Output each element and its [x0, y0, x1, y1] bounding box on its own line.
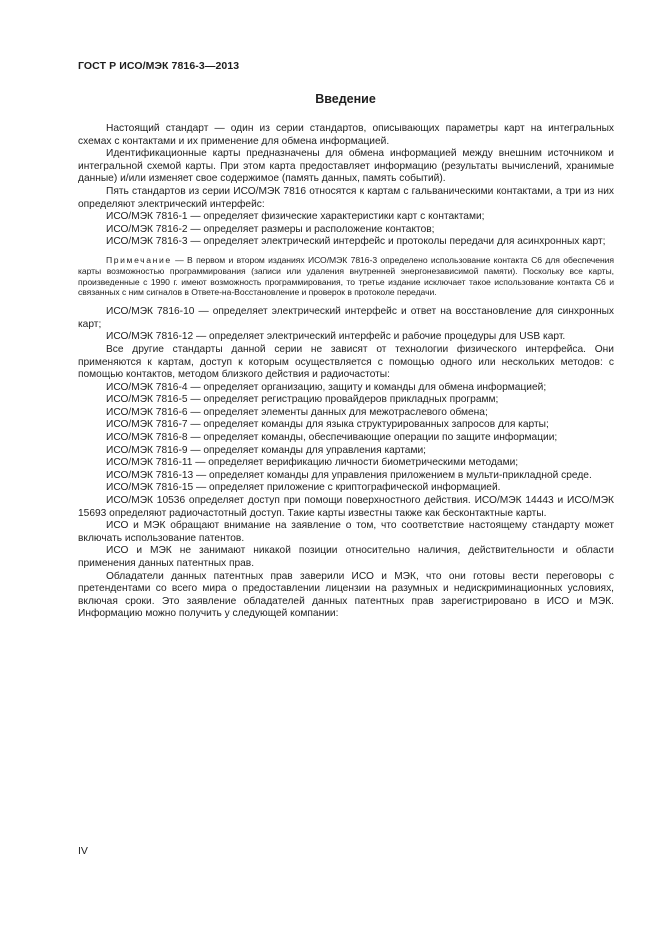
note	[78, 255, 614, 298]
paragraph: Настоящий стандарт — один из серии стандартов, описывающих параметры карт на интегральных схемах с контактами и их применение для обмена информацией.	[78, 123, 614, 147]
list-item: ИСО/МЭК 7816-3 — определяет электрический интерфейс и протоколы передачи для асинхронных карт;	[106, 236, 606, 248]
list-item: ИСО/МЭК 7816-7 — определяет команды для языка структурированных запросов для карты;	[106, 419, 549, 431]
note-label: Примечание	[106, 254, 172, 265]
section-title: Введение	[315, 92, 376, 106]
note-text: — В первом и втором изданиях ИСО/МЭК 7816-3 определено использование контакта С6 для обеспечения карты возможностью программирования (записи или удаления внутренней энергонезависимой памяти). Поскольку все карты, произведенные с 1990 г. имеют возможность программирования, то третье издание исключает такое использование контакта С6 и связанных с ним сигналов в Ответе-на-Восстановление и проверок в протоколе передачи.	[78, 254, 614, 298]
list-item: ИСО/МЭК 7816-12 — определяет электрический интерфейс и рабочие процедуры для USB карт.	[106, 331, 566, 343]
list-item: ИСО/МЭК 7816-10 — определяет электрический интерфейс и ответ на восстановление для синхронных карт;	[78, 306, 614, 330]
list-item: ИСО/МЭК 7816-2 — определяет размеры и расположение контактов;	[106, 223, 435, 235]
list-item: ИСО/МЭК 7816-9 — определяет команды для управления картами;	[106, 444, 426, 456]
paragraph: ИСО и МЭК обращают внимание на заявление о том, что соответствие настоящему стандарту может включать использование патентов.	[78, 520, 614, 544]
paragraph: ИСО/МЭК 10536 определяет доступ при помощи поверхностного действия. ИСО/МЭК 14443 и ИСО/МЭК 15693 определяют радиочастотный доступ. Такие карты известны также как бесконтактные карты.	[78, 495, 614, 519]
paragraph: Пять стандартов из серии ИСО/МЭК 7816 относятся к картам с гальваническими контактами, а три из них определяют электрический интерфейс:	[78, 185, 614, 210]
body-text	[78, 123, 614, 621]
paragraph: Идентификационные карты предназначены для обмена информацией между внешним источником и интегральной схемой карты. При этом карта предоставляет информацию (результаты вычислений, хранимые данные) и/или изменяет свое содержимое (память данных, память событий).	[78, 148, 614, 185]
list-item: ИСО/МЭК 7816-1 — определяет физические характеристики карт с контактами;	[106, 211, 485, 223]
paragraph: Все другие стандарты данной серии не зависят от технологии физического интерфейса. Они применяются к картам, доступ к которым осуществляется с помощью одного или нескольких методов: с помощью контактов, методом близкого действия и радиочастоты:	[78, 343, 614, 381]
paragraph: ИСО и МЭК не занимают никакой позиции относительно наличия, действительности и области применения данных патентных прав.	[78, 545, 614, 569]
list-item: ИСО/МЭК 7816-6 — определяет элементы данных для межотраслевого обмена;	[106, 406, 488, 418]
list-item: ИСО/МЭК 7816-4 — определяет организацию, защиту и команды для обмена информацией;	[106, 381, 547, 393]
document-header: ГОСТ Р ИСО/МЭК 7816-3—2013	[78, 60, 240, 72]
list-item: ИСО/МЭК 7816-11 — определяет верификацию личности биометрическими методами;	[106, 457, 519, 469]
list-item: ИСО/МЭК 7816-15 — определяет приложение с криптографической информацией.	[106, 482, 501, 494]
list-item: ИСО/МЭК 7816-13 — определяет команды для управления приложением в мульти-прикладной среде.	[106, 469, 592, 481]
list-item: ИСО/МЭК 7816-8 — определяет команды, обеспечивающие операции по защите информации;	[106, 432, 558, 444]
list-item: ИСО/МЭК 7816-5 — определяет регистрацию провайдеров прикладных программ;	[106, 394, 499, 406]
page-number: IV	[78, 845, 88, 857]
paragraph: Обладатели данных патентных прав заверили ИСО и МЭК, что они готовы вести переговоры с претендентами со всего мира о предоставлении лицензии на разумных и недискриминационных условиях, включая сроки. Это заявление обладателей данных патентных прав зарегистрировано в ИСО и МЭК. Информацию можно получить у следующей компании:	[78, 570, 614, 620]
